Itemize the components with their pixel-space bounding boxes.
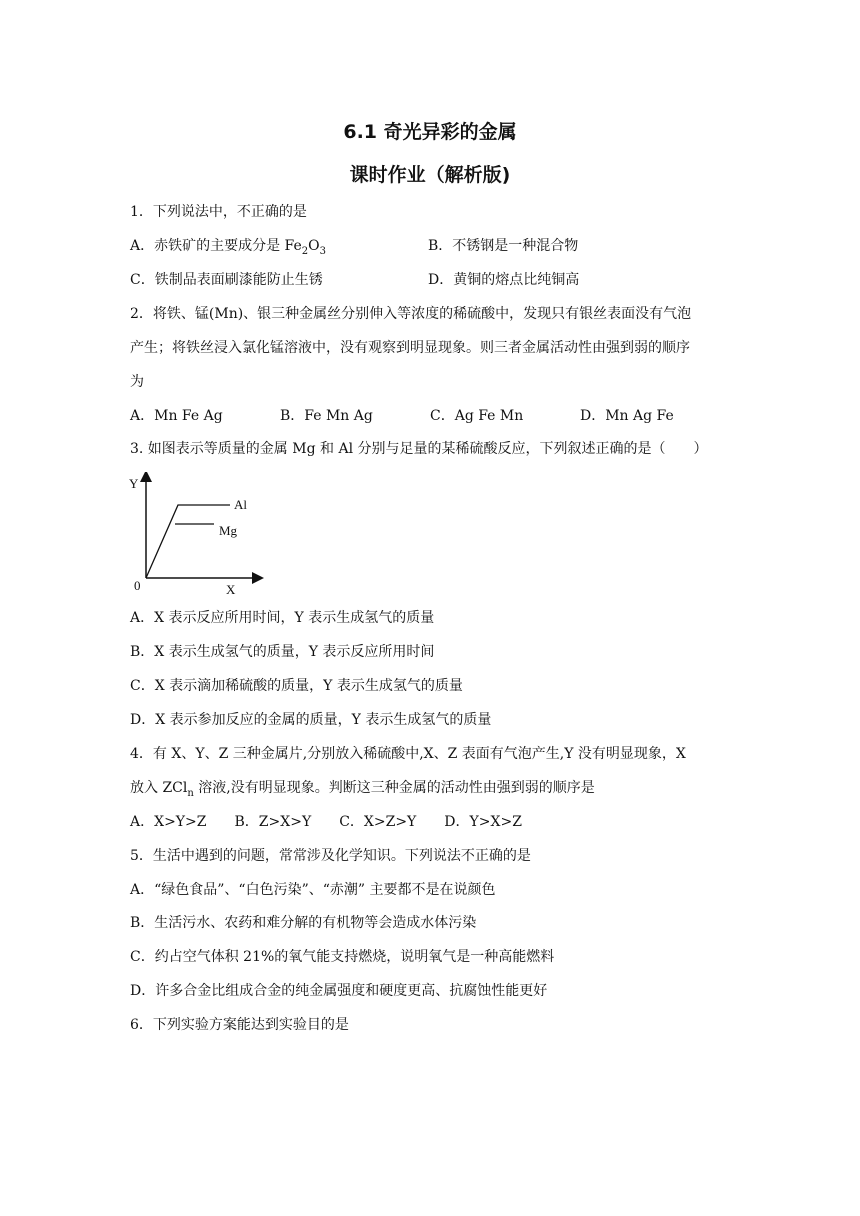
q1-option-b: B．不锈钢是一种混合物 [428, 238, 579, 254]
y-axis-label: Y [129, 476, 139, 491]
series-al-label: Al [234, 497, 247, 512]
q1-option-d: D．黄铜的熔点比纯铜高 [428, 272, 580, 288]
q3-option-a: A．X 表示反应所用时间，Y 表示生成氢气的质量 [130, 610, 435, 626]
q5-option-c: C．约占空气体积 21%的氧气能支持燃烧，说明氧气是一种高能燃料 [130, 949, 555, 965]
q4-line-1: 4．有 X、Y、Z 三种金属片,分别放入稀硫酸中,X、Z 表面有气泡产生,Y 没有明显现象，X [130, 746, 686, 762]
q3-stem: 3. 如图表示等质量的金属 Mg 和 Al 分别与足量的某稀硫酸反应，下列叙述正确的是（ ） [130, 441, 708, 457]
origin-label: 0 [134, 578, 141, 593]
q2-line-2: 产生；将铁丝浸入氯化锰溶液中，没有观察到明显现象。则三者金属活动性由强到弱的顺序 [130, 340, 690, 356]
q2-line-1: 2．将铁、锰(Mn)、银三种金属丝分别伸入等浓度的稀硫酸中，发现只有银丝表面没有气泡 [130, 306, 692, 322]
q1-option-a: A．赤铁矿的主要成分是 $Fe_2O_3$ [130, 238, 327, 257]
series-al-line [146, 505, 230, 578]
q1-option-c: C．铁制品表面刷漆能防止生锈 [130, 272, 323, 288]
q5-option-b: B．生活污水、农药和难分解的有机物等会造成水体污染 [130, 915, 477, 931]
q4-options: A．X>Y>Z B．Z>X>Y C．X>Z>Y D．Y>X>Z [130, 814, 522, 830]
page-title: 6.1 奇光异彩的金属 [343, 121, 517, 143]
q5-option-d: D．许多合金比组成合金的纯金属强度和硬度更高、抗腐蚀性能更好 [130, 983, 548, 999]
page-subtitle: 课时作业（解析版) [349, 164, 511, 186]
q1-stem: 1．下列说法中，不正确的是 [130, 204, 307, 220]
q3-option-c: C．X 表示滴加稀硫酸的质量，Y 表示生成氢气的质量 [130, 678, 463, 694]
q2-option-a: A．Mn Fe Ag [130, 408, 223, 424]
q3-option-b: B．X 表示生成氢气的质量，Y 表示反应所用时间 [130, 644, 435, 660]
q5-stem: 5．生活中遇到的问题，常常涉及化学知识。下列说法不正确的是 [130, 848, 531, 864]
q4-line-2: 放入 ZCl$_n$ 溶液,没有明显现象。判断这三种金属的活动性由强到弱的顺序是 [130, 780, 595, 799]
q3-figure-chart [126, 472, 264, 594]
q2-option-d: D．Mn Ag Fe [580, 408, 674, 424]
q2-line-3: 为 [130, 374, 144, 390]
series-mg-label: Mg [219, 523, 238, 538]
q3-option-d: D．X 表示参加反应的金属的质量，Y 表示生成氢气的质量 [130, 712, 492, 728]
q5-option-a: A．“绿色食品”、“白色污染”、“赤潮” 主要都不是在说颜色 [130, 882, 496, 898]
x-axis-label: X [226, 582, 236, 594]
q2-option-b: B．Fe Mn Ag [280, 408, 373, 424]
q6-stem: 6．下列实验方案能达到实验目的是 [130, 1017, 349, 1033]
q2-option-c: C．Ag Fe Mn [430, 408, 524, 424]
